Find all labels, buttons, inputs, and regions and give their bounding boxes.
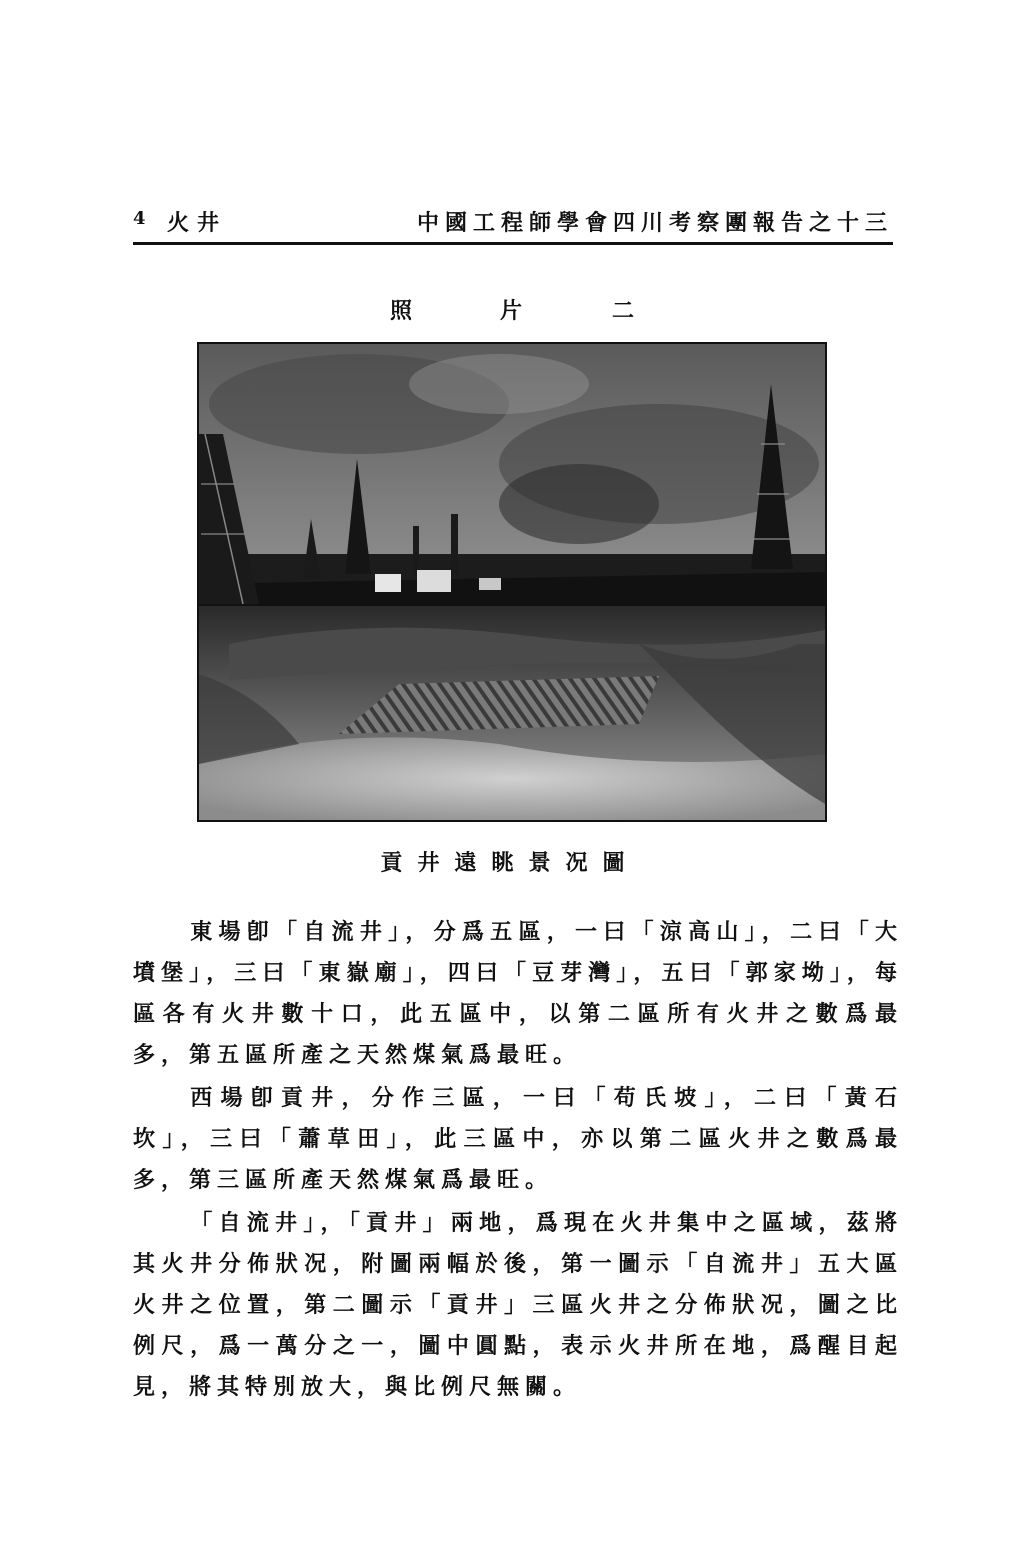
photo-caption: 貢井遠眺景况圖 bbox=[380, 850, 640, 876]
plate-label bbox=[390, 294, 640, 324]
paragraph: 東場卽「自流井」，分爲五區，一曰「涼高山」，二曰「大墳堡」，三曰「東嶽廟」，四曰「豆芽灣」，五曰「郭家坳」，每區各有火井數十口，此五區中，以第二區所有火井之數爲最多，第五區所產之天然煤氣爲最旺。 bbox=[133, 919, 903, 1068]
page-number: 4 bbox=[133, 208, 146, 229]
journal-title: 中國工程師學會四川考察團報告之十三 bbox=[416, 210, 893, 236]
plate-label-char: 片 bbox=[500, 298, 523, 324]
plate-label-char: 照 bbox=[390, 298, 413, 324]
photograph bbox=[197, 342, 827, 822]
paragraph: 西場卽貢井，分作三區，一曰「苟氏坡」，二曰「黃石坎」，三曰「蕭草田」，此三區中，亦以第二區火井之數爲最多，第三區所產天然煤氣爲最旺。 bbox=[133, 1085, 903, 1193]
page-header bbox=[133, 206, 893, 242]
header-rule bbox=[133, 242, 893, 245]
running-title: 火井 bbox=[167, 210, 228, 236]
plate-label-char: 二 bbox=[612, 298, 635, 324]
paragraph: 「自流井」，「貢井」兩地，爲現在火井集中之區域，茲將其火井分佈狀况，附圖兩幅於後，第一圖示「自流井」五大區火井之位置，第二圖示「貢井」三區火井之分佈狀况，圖之比例尺，爲一萬分之一，圖中圓點，表示火井所在地，爲醒目起見，將其特別放大，與比例尺無關。 bbox=[133, 1210, 903, 1400]
body-text bbox=[133, 912, 903, 1410]
